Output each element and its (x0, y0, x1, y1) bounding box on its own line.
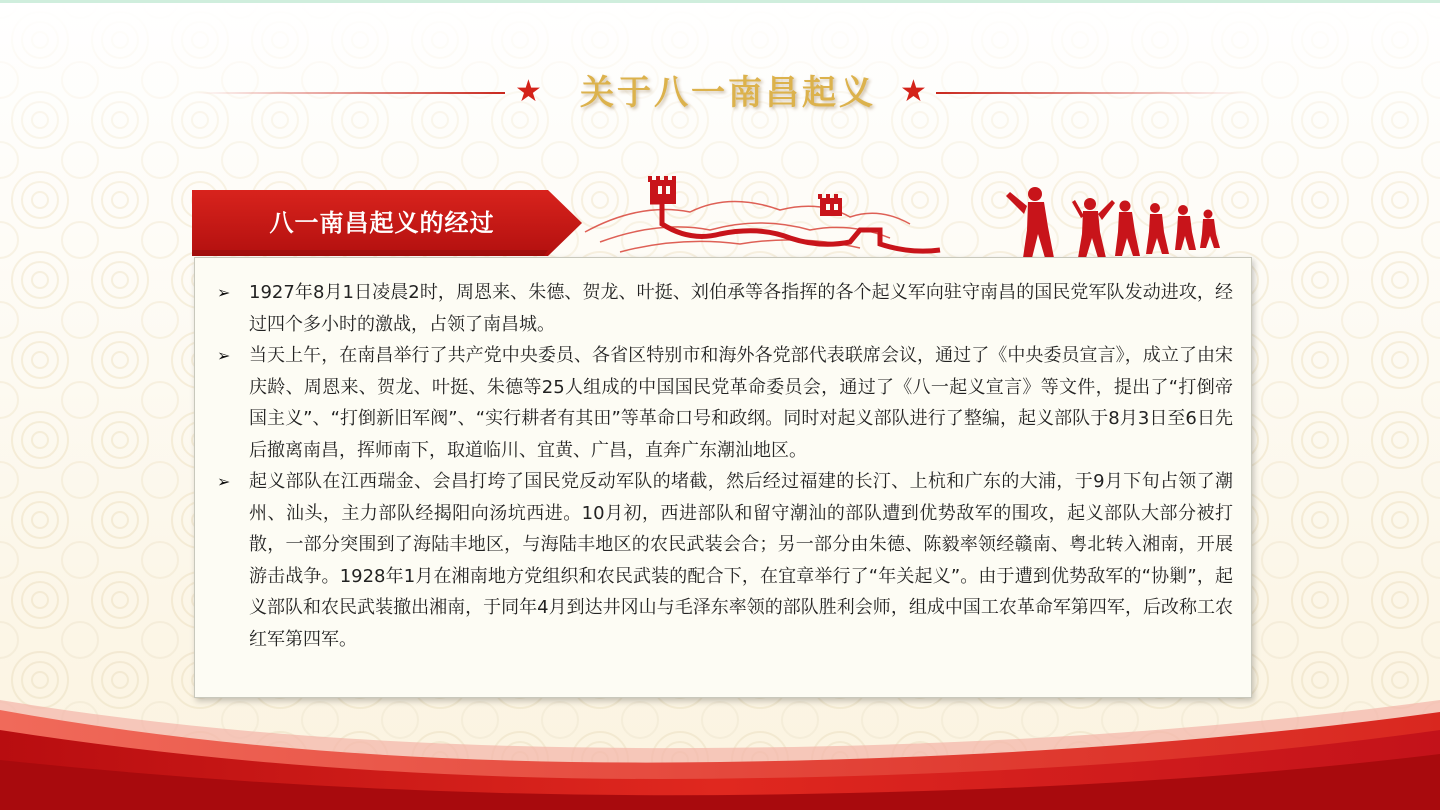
section-heading: 八一南昌起义的经过 (269, 209, 495, 237)
arrow-bullet-icon: ➢ (217, 346, 231, 365)
bullet-text: 当天上午，在南昌举行了共产党中央委员、各省区特别市和海外各党部代表联席会议，通过了《中央委员宣言》，成立了由宋庆龄、周恩来、贺龙、叶挺、朱德等25人组成的中国国民党革命委员会，通过了《八一起义宣言》等文件，提出了“打倒帝国主义”、“打倒新旧军阀”、“实行耕者有其田”等革命口号和政纲。同时对起义部队进行了整编，起义部队于8月3日至6日先后撤离南昌，挥师南下，取道临川、宜黄、广昌，直奔广东潮汕地区。 (249, 345, 1233, 461)
content-box (194, 257, 1252, 698)
title-row (0, 60, 1440, 130)
bullet-text: 1927年8月1日凌晨2时，周恩来、朱德、贺龙、叶挺、刘伯承等各指挥的各个起义军向驻守南昌的国民党军队发动进攻，经过四个多小时的激战，占领了南昌城。 (249, 282, 1233, 335)
star-icon: ★ (900, 74, 927, 109)
title-line-left (195, 92, 505, 94)
bullet-text: 起义部队在江西瑞金、会昌打垮了国民党反动军队的堵截，然后经过福建的长汀、上杭和广东的大浦，于9月下旬占领了潮州、汕头，主力部队经揭阳向汤坑西进。10月初，西进部队和留守潮汕的部队遭到优势敌军的围攻，起义部队大部分被打散，一部分突围到了海陆丰地区，与海陆丰地区的农民武装会合；另一部分由朱德、陈毅率领经赣南、粤北转入湘南，开展游击战争。1928年1月在湘南地方党组织和农民武装的配合下，在宜章举行了“年关起义”。由于遭到优势敌军的“协剿”，起义部队和农民武装撤出湘南，于同年4月到达井冈山与毛泽东率领的部队胜利会师，组成中国工农革命军第四军，后改称工农红军第四军。 (249, 471, 1233, 650)
title-line-right (936, 92, 1248, 94)
star-icon: ★ (515, 74, 542, 109)
list-item (215, 277, 1233, 340)
arrow-bullet-icon: ➢ (217, 472, 231, 491)
list-item (215, 466, 1233, 655)
page-title: 关于八一南昌起义 (580, 73, 876, 113)
list-item (215, 340, 1233, 466)
red-ribbon-wave (0, 690, 1440, 810)
section-banner (192, 190, 584, 256)
bullet-list (215, 277, 1233, 655)
arrow-bullet-icon: ➢ (217, 283, 231, 302)
great-wall-soldiers-decoration (580, 172, 1230, 264)
